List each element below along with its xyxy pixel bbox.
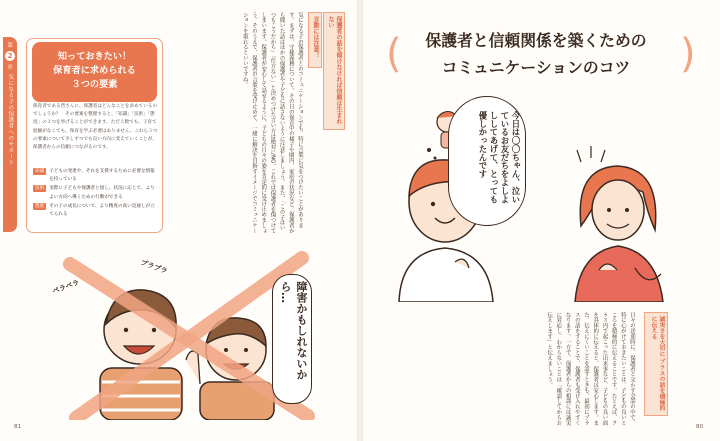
heading-bracket-left: ( [386,31,402,77]
summary-title-line1: 知っておきたい！ [57,51,132,62]
summary-list [33,168,159,220]
summary-item-tag: 知識 [35,169,45,174]
summary-body: 保育者である皆さんに、保護者はどんなことを求めているのでしょうか？ その要素を整理すると、「知識」「技術」「態度」の３つを挙げることができます。ただ人数でも、子育て経験がなくても、保育を学ぶ必要はありません。これら３つの要素について少しずつでも良い方向に変えていくことが、保護者からの信頼につながるのです。 [33,104,158,151]
summary-item-tag: 技術 [35,186,45,192]
heading-line2: コミュニケーションのコツ [441,58,631,77]
section-tag-sub: 言動には注意！ [308,12,322,68]
heading-bracket-right: ) [680,31,696,77]
summary-item-tag: 態度 [35,203,45,209]
speech-bubble-disability: 障害かもしれないから… [272,274,312,404]
summary-title-line2: 保育者に求められる [53,65,136,76]
right-section-tag: 誠実さを大切に プラスの話を積極的に伝える [644,312,668,416]
teacher-parent-illustration [385,92,685,302]
summary-item-text: その子の成長について、より精度の高い見通しが立てられる [49,203,155,218]
chapter-label-top: 第 [7,43,13,49]
speech-chatter-1: ペラペラ [51,278,81,296]
heading-line1: 保護者と信頼関係を築くための [425,31,647,50]
summary-item [33,168,159,184]
left-column-text: 気になる子の保護者とのコミュニケーションでも、特に言葉に気をつけたいことがあります。まずは、守秘義務について。その日の保育中の様子や園内、家庭の状況など、保護者から聞いた話はほかの保護者や子どもに話さないように注意しましょう。また、「この子はいつもこうだから」「仕方ない」と決めつけた言い方は絶対にNG。これでは保護者を傷つけてしまいます。保護者が安心して話せるように、子どもの日々の姿を肯定的に受け止めましょう。そのうえで、保護者の言葉を受け止めて、一緒に解決を目指すイメージでコミュニケーションを取れるといいですね。 [241,12,303,234]
summary-item [33,185,159,201]
parent-mother-figure [575,166,663,302]
page-number-right: 80 [696,424,704,430]
chapter-number: 2 [5,51,15,61]
page-heading [392,27,680,81]
speech-chatter-2: プラプラ [139,258,169,276]
summary-title-line3: ３つの要素 [71,79,118,90]
summary-item [33,203,159,219]
sparkle-lines [577,146,605,162]
page-number-left: 81 [14,424,22,430]
page-gutter [357,0,363,441]
summary-item-text: 実際に子どもや保護者と接し、状況に応じて、よりよい方向へ導くための行動ができる [49,186,155,200]
summary-title [32,42,157,102]
speech-bubble-praise: 今日は〇〇ちゃん、泣いているお友だちをよしよししてあげて、とっても優しかったんです [448,96,526,226]
chapter-title: 気になる子の保護者へのサポート [7,74,14,166]
summary-item-text: 子どもの発達や、それを支援するために必要な情報を持っている [49,169,155,183]
right-column-text: 日々の送迎時に、保護者と交わす会話の中で、特に心がけておきたいことは、子どもの良いところを積極的に伝えることです。たとえば、クラス内で起こった出来事など、子どもの良い面を具体的に伝えると、保護者は安心します。また、伝えにくいことを話すときも、最初にプラスの話をすることで、保護者も受け入れやすくなります。一方で、保護者からの相談には誠実に対応し、わからないことは「確認してからお伝えします」と伝えましょう。 [546,312,635,426]
chapter-label-bottom: 章 [7,65,13,71]
section-tag: 保護者の話を傾けなければ信頼は生まれない [323,12,345,130]
chapter-tab [3,37,17,232]
